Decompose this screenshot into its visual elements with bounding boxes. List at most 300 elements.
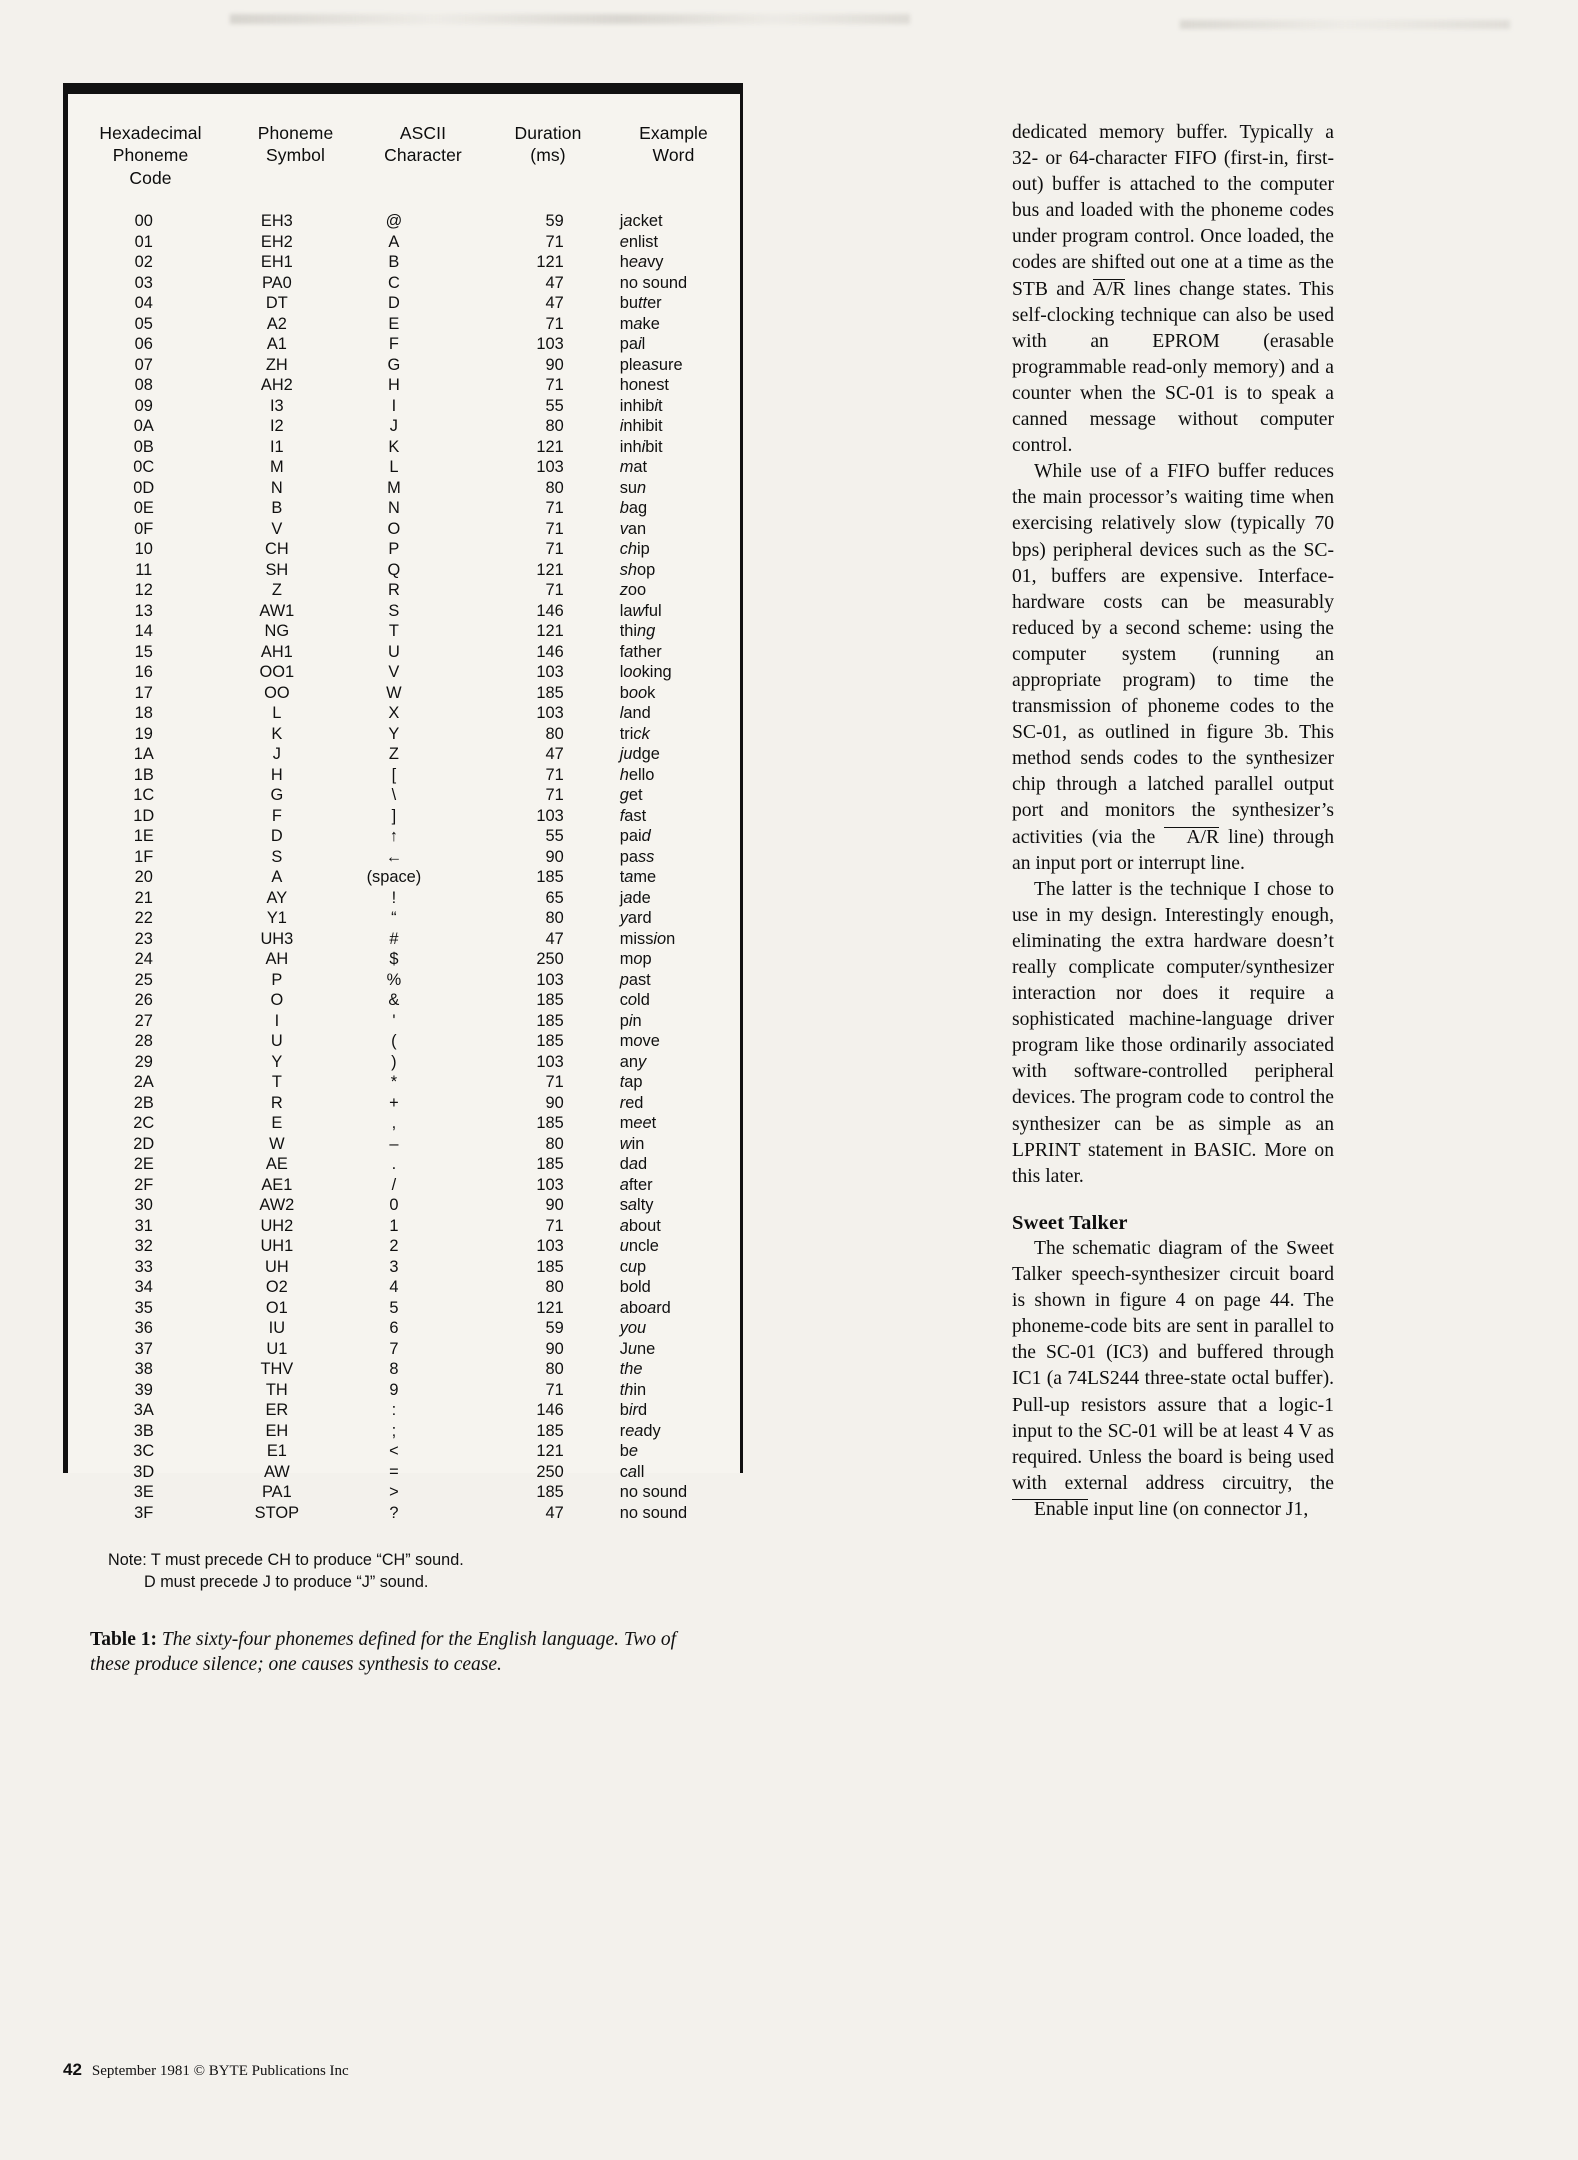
cell-phoneme-symbol: S	[271, 847, 283, 866]
cell-hex-code: 1C	[133, 786, 155, 805]
article-paragraph-2	[1012, 459, 1334, 877]
cell-hex-code: 09	[134, 396, 153, 415]
table-row	[68, 888, 740, 909]
cell-hex-code: 37	[134, 1339, 153, 1358]
example-word-suffix: ip	[637, 540, 650, 559]
cell-hex-code: 2B	[133, 1093, 154, 1112]
cell-phoneme-symbol: K	[271, 724, 283, 743]
cell-example-word	[598, 724, 740, 745]
cell-ascii-char: 1	[389, 1216, 399, 1235]
cell-phoneme-symbol: ER	[265, 1401, 289, 1420]
example-word-phoneme-emphasis: e	[628, 1442, 638, 1461]
cell-duration-ms: 146	[536, 601, 564, 620]
table-header-row	[68, 94, 740, 189]
cell-phoneme-symbol: H	[270, 765, 283, 784]
example-word-prefix: tri	[619, 724, 634, 743]
cell-phoneme-symbol: D	[270, 827, 283, 846]
cell-example-word	[598, 580, 740, 601]
example-word-phoneme-emphasis: a	[619, 1216, 629, 1235]
example-word-prefix: h	[619, 253, 629, 272]
example-word-prefix: m	[619, 1114, 634, 1133]
cell-ascii-char: 8	[389, 1360, 399, 1379]
example-word-prefix: m	[619, 950, 634, 969]
cell-example-word	[598, 806, 740, 827]
cell-ascii-char: 2	[389, 1237, 399, 1256]
cell-hex-code: 19	[134, 724, 153, 743]
cell-hex-code: 38	[134, 1360, 153, 1379]
example-word-phoneme-emphasis: a	[624, 642, 634, 661]
cell-example-word	[598, 1052, 740, 1073]
cell-example-word	[598, 990, 740, 1011]
cell-ascii-char: \	[391, 786, 397, 805]
a-r-overline-label-2: A/R	[1164, 827, 1219, 849]
cell-example-word	[598, 662, 740, 683]
example-word-prefix: c	[619, 1462, 628, 1481]
cell-example-word	[598, 744, 740, 765]
example-word-suffix: er	[647, 294, 662, 313]
cell-phoneme-symbol: OO1	[259, 663, 295, 682]
table-row	[68, 1441, 740, 1462]
cell-hex-code: 17	[134, 683, 153, 702]
cell-example-word	[598, 703, 740, 724]
cell-phoneme-symbol: AW	[263, 1462, 290, 1481]
cell-ascii-char: @	[385, 212, 403, 231]
example-word-phoneme-emphasis: u	[627, 1339, 638, 1358]
cell-duration-ms: 185	[536, 1421, 564, 1440]
cell-duration-ms: 71	[545, 1216, 564, 1235]
cell-example-word	[598, 539, 740, 560]
cell-ascii-char: F	[388, 335, 399, 354]
cell-ascii-char: $	[389, 950, 399, 969]
table-row	[68, 929, 740, 950]
example-word-suffix: ed	[625, 1093, 644, 1112]
table-row	[68, 396, 740, 417]
cell-phoneme-symbol: U	[270, 1032, 283, 1051]
cell-phoneme-symbol: T	[271, 1073, 282, 1092]
table-row	[68, 785, 740, 806]
cell-example-word	[598, 273, 740, 294]
cell-example-word	[598, 1216, 740, 1237]
example-word-prefix: l	[619, 663, 624, 682]
cell-ascii-char: X	[388, 704, 400, 723]
cell-hex-code: 22	[134, 909, 153, 928]
cell-duration-ms: 146	[536, 1401, 564, 1420]
cell-hex-code: 11	[135, 560, 153, 579]
cell-hex-code: 0C	[133, 458, 155, 477]
example-word-phoneme-emphasis: ee	[633, 1114, 652, 1133]
example-word-phoneme-emphasis: p	[619, 970, 629, 989]
cell-ascii-char: R	[387, 581, 400, 600]
article-paragraph-4	[1012, 1236, 1334, 1523]
scan-artifact-top-right	[1180, 20, 1510, 29]
cell-phoneme-symbol: IU	[268, 1319, 286, 1338]
table-body	[68, 189, 740, 1523]
table-row	[68, 1339, 740, 1360]
example-word-suffix: me	[633, 868, 657, 887]
example-word-prefix: r	[619, 1421, 626, 1440]
cell-example-word	[598, 1195, 740, 1216]
cell-ascii-char: S	[388, 601, 400, 620]
cell-phoneme-symbol: AW2	[259, 1196, 295, 1215]
cell-duration-ms: 121	[536, 253, 564, 272]
cell-duration-ms: 80	[545, 417, 564, 436]
example-word-prefix: bu	[619, 294, 638, 313]
example-word-prefix: b	[619, 683, 629, 702]
cell-duration-ms: 71	[545, 1073, 564, 1092]
cell-ascii-char: V	[388, 663, 400, 682]
example-word-suffix: nlist	[628, 232, 658, 251]
cell-example-word	[598, 1400, 740, 1421]
example-word-suffix: ther	[633, 642, 662, 661]
cell-phoneme-symbol: AW1	[259, 601, 295, 620]
cell-phoneme-symbol: A2	[266, 314, 287, 333]
example-word-suffix: d	[637, 1401, 648, 1420]
cell-ascii-char: 6	[389, 1319, 399, 1338]
cell-ascii-char: I	[391, 396, 397, 415]
example-word-phoneme-emphasis: t	[619, 1073, 625, 1092]
cell-duration-ms: 185	[536, 868, 564, 887]
table-note-line-2: D must precede J to produce “J” sound.	[144, 1573, 429, 1592]
article-paragraph-2-part-b: line) through an input port or interrupt line.	[1012, 826, 1335, 874]
example-word-phoneme-emphasis: ss	[637, 847, 655, 866]
cell-ascii-char: ↑	[389, 827, 398, 846]
cell-phoneme-symbol: UH1	[260, 1237, 294, 1256]
cell-phoneme-symbol: F	[271, 806, 282, 825]
example-word-suffix: lty	[637, 1196, 654, 1215]
example-word-prefix: inh	[619, 437, 642, 456]
column-header-duration-ms: Duration (ms)	[514, 123, 582, 166]
cell-ascii-char: ,	[391, 1114, 397, 1133]
example-word-phoneme-emphasis: d	[641, 827, 651, 846]
example-word-prefix: an	[619, 1052, 638, 1071]
example-word-suffix: k	[647, 683, 656, 702]
example-word-suffix: bout	[628, 1216, 661, 1235]
cell-duration-ms: 80	[545, 1134, 564, 1153]
cell-duration-ms: 55	[545, 827, 564, 846]
cell-duration-ms: 90	[545, 355, 564, 374]
cell-example-word	[598, 519, 740, 540]
cell-duration-ms: 103	[536, 663, 564, 682]
cell-hex-code: 0A	[133, 417, 154, 436]
cell-duration-ms: 103	[536, 704, 564, 723]
example-word-phoneme-emphasis: n	[637, 478, 647, 497]
cell-hex-code: 05	[134, 314, 153, 333]
cell-example-word	[598, 867, 740, 888]
example-word-suffix: dge	[632, 745, 660, 764]
table-caption	[68, 1627, 740, 1677]
cell-ascii-char: (space)	[366, 868, 422, 887]
example-word-phoneme-emphasis: a	[627, 1196, 638, 1215]
cell-ascii-char: 4	[389, 1278, 399, 1297]
article-paragraph-4-part-b: input line (on connector J1,	[1088, 1498, 1309, 1520]
cell-phoneme-symbol: U1	[266, 1339, 288, 1358]
example-word-prefix: ab	[619, 1298, 638, 1317]
example-word-phoneme-emphasis: io	[653, 929, 667, 948]
cell-example-word	[598, 437, 740, 458]
table-row	[68, 724, 740, 745]
table-row	[68, 375, 740, 396]
cell-ascii-char: +	[389, 1093, 399, 1112]
cell-phoneme-symbol: STOP	[254, 1503, 300, 1522]
cell-phoneme-symbol: AE1	[261, 1175, 293, 1194]
example-word-suffix: ag	[628, 499, 648, 518]
cell-duration-ms: 103	[536, 1052, 564, 1071]
cell-ascii-char: Q	[387, 560, 401, 579]
cell-ascii-char: B	[388, 253, 400, 272]
table-note	[68, 1549, 740, 1593]
example-word-suffix: t	[658, 396, 663, 415]
example-word-prefix: p	[619, 1011, 629, 1030]
example-word-suffix: ld	[637, 1278, 651, 1297]
cell-hex-code: 03	[134, 273, 153, 292]
cell-phoneme-symbol: CH	[265, 540, 289, 559]
cell-hex-code: 34	[134, 1278, 153, 1297]
table-row	[68, 1257, 740, 1278]
cell-hex-code: 31	[134, 1216, 153, 1235]
example-word-suffix: dy	[643, 1421, 661, 1440]
example-word-phoneme-emphasis: a	[628, 1155, 638, 1174]
cell-hex-code: 3C	[133, 1442, 155, 1461]
table-row	[68, 662, 740, 683]
cell-ascii-char: A	[388, 232, 400, 251]
cell-example-word	[598, 601, 740, 622]
cell-example-word	[598, 232, 740, 253]
cell-example-word	[598, 1421, 740, 1442]
cell-example-word	[598, 1380, 740, 1401]
cell-phoneme-symbol: V	[271, 519, 283, 538]
cell-duration-ms: 103	[536, 806, 564, 825]
cell-hex-code: 13	[134, 601, 153, 620]
cell-duration-ms: 121	[536, 1442, 564, 1461]
cell-hex-code: 1A	[133, 745, 154, 764]
cell-example-word	[598, 683, 740, 704]
example-word-phoneme-emphasis: i	[641, 437, 646, 456]
example-word-suffix: oo	[627, 581, 647, 600]
cell-hex-code: 16	[134, 663, 153, 682]
cell-phoneme-symbol: I1	[270, 437, 284, 456]
cell-ascii-char: >	[389, 1483, 399, 1502]
example-word-prefix: J	[619, 1339, 628, 1358]
cell-duration-ms: 80	[545, 909, 564, 928]
scan-artifact-top-left	[230, 14, 910, 24]
cell-phoneme-symbol: J	[272, 745, 281, 764]
cell-example-word	[598, 642, 740, 663]
cell-duration-ms: 121	[536, 622, 564, 641]
table-row	[68, 1236, 740, 1257]
table-row	[68, 498, 740, 519]
cell-ascii-char: “	[391, 909, 397, 928]
cell-ascii-char: 5	[389, 1298, 399, 1317]
example-word-suffix: ure	[658, 355, 683, 374]
table-row	[68, 703, 740, 724]
example-word-phoneme-emphasis: a	[623, 888, 633, 907]
cell-example-word	[598, 1318, 740, 1339]
example-word-prefix: thi	[619, 622, 638, 641]
cell-ascii-char: P	[388, 540, 400, 559]
cell-duration-ms: 80	[545, 478, 564, 497]
cell-duration-ms: 71	[545, 314, 564, 333]
cell-hex-code: 3D	[133, 1462, 155, 1481]
cell-duration-ms: 185	[536, 991, 564, 1010]
cell-phoneme-symbol: A	[271, 868, 283, 887]
table-row	[68, 314, 740, 335]
example-word-suffix: nhibit	[623, 417, 663, 436]
cell-example-word	[598, 498, 740, 519]
table-row	[68, 1359, 740, 1380]
cell-hex-code: 26	[134, 991, 153, 1010]
cell-hex-code: 3E	[133, 1483, 154, 1502]
cell-duration-ms: 90	[545, 847, 564, 866]
cell-hex-code: 08	[134, 376, 153, 395]
example-word-prefix: pai	[619, 827, 642, 846]
cell-duration-ms: 103	[536, 458, 564, 477]
cell-example-word	[598, 1257, 740, 1278]
table-row	[68, 252, 740, 273]
example-word-phoneme-emphasis: b	[619, 499, 629, 518]
cell-hex-code: 12	[134, 581, 153, 600]
cell-example-word	[598, 785, 740, 806]
cell-duration-ms: 71	[545, 232, 564, 251]
cell-ascii-char: D	[387, 294, 400, 313]
cell-phoneme-symbol: L	[272, 704, 282, 723]
cell-hex-code: 27	[134, 1011, 153, 1030]
table-row	[68, 908, 740, 929]
cell-duration-ms: 71	[545, 376, 564, 395]
cell-ascii-char: M	[387, 478, 401, 497]
cell-hex-code: 0D	[133, 478, 155, 497]
example-word-phoneme-emphasis: w	[619, 1134, 632, 1153]
cell-example-word	[598, 1298, 740, 1319]
example-word-phoneme-emphasis: you	[619, 1319, 647, 1338]
cell-ascii-char: !	[391, 888, 397, 907]
cell-phoneme-symbol: O1	[265, 1298, 288, 1317]
cell-hex-code: 28	[134, 1032, 153, 1051]
cell-phoneme-symbol: EH2	[260, 232, 293, 251]
cell-ascii-char: G	[387, 355, 401, 374]
cell-hex-code: 2F	[134, 1175, 154, 1194]
cell-hex-code: 23	[134, 929, 153, 948]
example-word-suffix: ne	[637, 1339, 656, 1358]
cell-duration-ms: 47	[545, 1503, 564, 1522]
example-word-phoneme-emphasis: s	[650, 355, 659, 374]
cell-example-word	[598, 847, 740, 868]
cell-phoneme-symbol: EH1	[260, 253, 293, 272]
table-row	[68, 826, 740, 847]
cell-ascii-char: 3	[389, 1257, 399, 1276]
example-word-suffix: d	[637, 1155, 648, 1174]
example-word-suffix: ll	[637, 1462, 645, 1481]
cell-ascii-char: J	[389, 417, 398, 436]
cell-phoneme-symbol: Y1	[266, 909, 287, 928]
cell-hex-code: 1B	[133, 765, 154, 784]
page-footer	[63, 2060, 349, 2080]
example-word-suffix: ld	[637, 991, 650, 1010]
cell-hex-code: 36	[134, 1319, 153, 1338]
cell-hex-code: 25	[134, 970, 153, 989]
table-row	[68, 601, 740, 622]
example-word-phoneme-emphasis: the	[619, 1360, 643, 1379]
table-row	[68, 1113, 740, 1134]
example-word-suffix: at	[633, 458, 648, 477]
example-word-phoneme-emphasis: i	[619, 417, 624, 436]
table-row	[68, 765, 740, 786]
example-word-suffix: nest	[637, 376, 669, 395]
table-row	[68, 1093, 740, 1114]
table-row	[68, 1072, 740, 1093]
cell-duration-ms: 90	[545, 1093, 564, 1112]
table-row	[68, 293, 740, 314]
cell-hex-code: 32	[134, 1237, 153, 1256]
a-r-overline-label-1: A/R	[1092, 278, 1126, 300]
cell-ascii-char: U	[387, 642, 400, 661]
cell-ascii-char: C	[387, 273, 400, 292]
cell-duration-ms: 71	[545, 499, 564, 518]
example-word-suffix: king	[641, 663, 672, 682]
cell-phoneme-symbol: Z	[271, 581, 282, 600]
cell-phoneme-symbol: Y	[271, 1052, 283, 1071]
cell-hex-code: 2C	[133, 1114, 155, 1133]
example-word-prefix: m	[619, 1032, 634, 1051]
cell-duration-ms: 59	[545, 1319, 564, 1338]
cell-duration-ms: 71	[545, 540, 564, 559]
cell-ascii-char: ?	[389, 1503, 399, 1522]
example-word-prefix: no sound	[619, 1483, 688, 1502]
cell-duration-ms: 47	[545, 273, 564, 292]
example-word-phoneme-emphasis: e	[619, 232, 629, 251]
table-row	[68, 1482, 740, 1503]
table-row	[68, 1154, 740, 1175]
cell-duration-ms: 103	[536, 1237, 564, 1256]
table-row	[68, 1503, 740, 1524]
table-row	[68, 806, 740, 827]
table-row	[68, 478, 740, 499]
table-row	[68, 867, 740, 888]
cell-duration-ms: 71	[545, 1380, 564, 1399]
table-row	[68, 1462, 740, 1483]
article-paragraph-1-part-b: lines change states. This self-clocking technique can also be used with an EPROM (erasable programmable read-only memory) and a counter when the SC-01 is to speak a canned message without computer control.	[1012, 278, 1334, 457]
article-paragraph-4-part-a: The schematic diagram of the Sweet Talker speech-synthesizer circuit board is shown in figure 4 on page 44. The phoneme-code bits are sent in parallel to the SC-01 (IC3) and buffered through IC1 (a 74LS244 three-state octal buffer). Pull-up resistors assure that a logic-1 input to the SC-01 will be at least 4 V as required. Unless the board is being used with external address circuitry, the	[1012, 1237, 1334, 1494]
table-row	[68, 683, 740, 704]
example-word-suffix: vy	[647, 253, 664, 272]
example-word-phoneme-emphasis: f	[619, 806, 625, 825]
table-row	[68, 539, 740, 560]
table-row	[68, 355, 740, 376]
publication-credit: September 1981 © BYTE Publications Inc	[91, 2063, 349, 2079]
example-word-suffix: ast	[628, 970, 651, 989]
page-number: 42	[63, 2060, 82, 2079]
table-1-panel	[63, 83, 743, 1676]
table-row	[68, 1318, 740, 1339]
cell-hex-code: 33	[134, 1257, 153, 1276]
example-word-suffix: cket	[632, 212, 663, 231]
cell-phoneme-symbol: R	[270, 1093, 283, 1112]
article-section-heading-sweet-talker: Sweet Talker	[1012, 1211, 1128, 1234]
cell-hex-code: 39	[134, 1380, 153, 1399]
example-word-phoneme-emphasis: a	[624, 868, 634, 887]
example-word-phoneme-emphasis: i	[637, 335, 642, 354]
cell-duration-ms: 47	[545, 929, 564, 948]
cell-hex-code: 1D	[133, 806, 155, 825]
example-word-suffix: ncle	[628, 1237, 659, 1256]
cell-ascii-char: E	[388, 314, 400, 333]
cell-hex-code: 00	[134, 212, 153, 231]
example-word-suffix: rd	[656, 1298, 671, 1317]
cell-example-word	[598, 1339, 740, 1360]
cell-duration-ms: 71	[545, 581, 564, 600]
cell-ascii-char: ←	[385, 847, 403, 866]
example-word-suffix: l	[641, 335, 646, 354]
example-word-prefix: m	[619, 314, 634, 333]
